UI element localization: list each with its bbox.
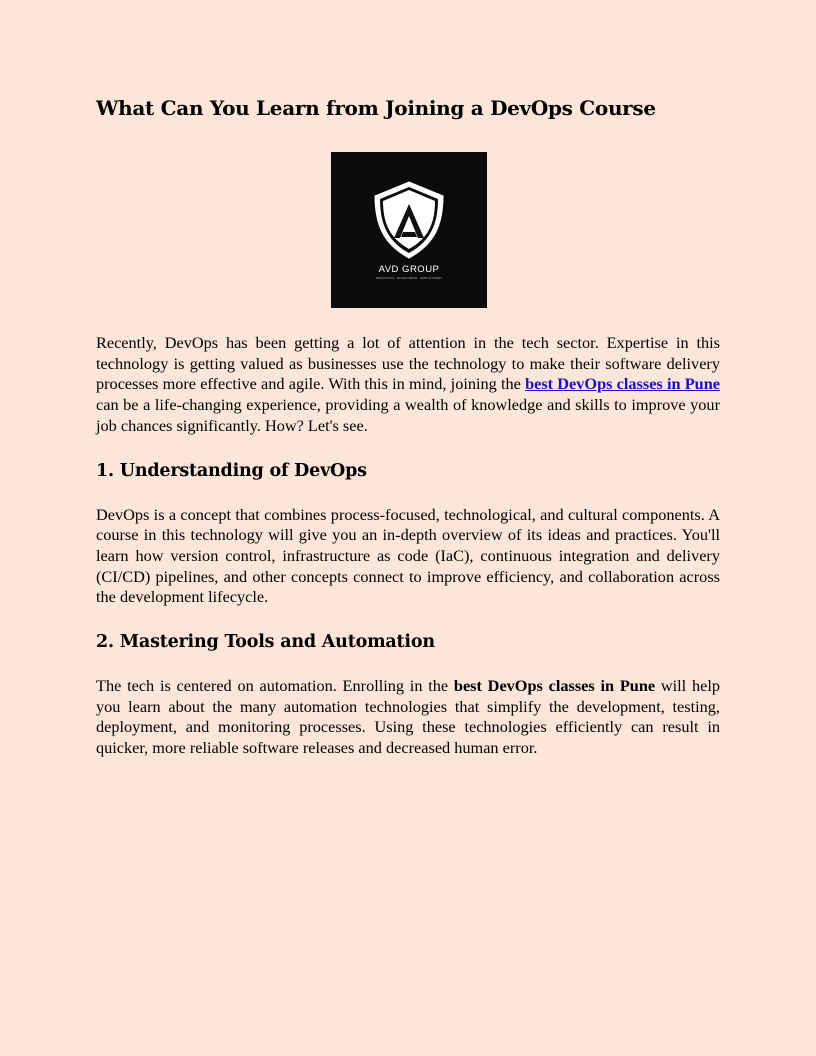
logo-brand-text: AVD GROUP xyxy=(378,264,440,275)
logo-tagline-text: EDUCATION · EXCELLENCE · EMPLOYMENT xyxy=(375,276,443,280)
section2-paragraph xyxy=(96,676,720,759)
section1-paragraph: DevOps is a concept that combines process-focused, technological, and cultural components. A course in this technology will give you an in-depth overview of its ideas and practices. You'll learn how version control, infrastructure as code (IaC), continuous integration and delivery (CI/CD) pipelines, and other concepts connect to improve efficiency, and collaboration across the development lifecycle. xyxy=(96,504,720,607)
section2-bold-text: best DevOps classes in Pune xyxy=(453,676,656,696)
section2-text-after: will help you learn about the many automation technologies that simplify the development, testing, deployment, and monitoring processes. Using these technologies efficiently can result in quicker, more reliable software releases and decreased human error. xyxy=(96,676,720,758)
section2-heading: 2. Mastering Tools and Automation xyxy=(96,632,435,653)
intro-text-before: Recently, DevOps has been getting a lot of attention in the tech sector. Expertise in this technology is getting valued as businesses use the technology to make their software delivery processes more effective and agile. With this in mind, joining the xyxy=(96,333,720,394)
intro-text-after: can be a life-changing experience, providing a wealth of knowledge and skills to improve your job chances significantly. How? Let's see. xyxy=(96,395,720,435)
article-title: What Can You Learn from Joining a DevOps Course xyxy=(96,96,656,120)
devops-classes-link[interactable]: best DevOps classes in Pune xyxy=(525,374,720,394)
shield-logo-icon xyxy=(331,152,487,308)
article xyxy=(96,92,720,759)
section1-heading: 1. Understanding of DevOps xyxy=(96,460,367,481)
intro-paragraph xyxy=(96,333,720,437)
avd-group-logo xyxy=(331,152,487,308)
section2-text-before: The tech is centered on automation. Enrolling in the xyxy=(96,676,454,696)
